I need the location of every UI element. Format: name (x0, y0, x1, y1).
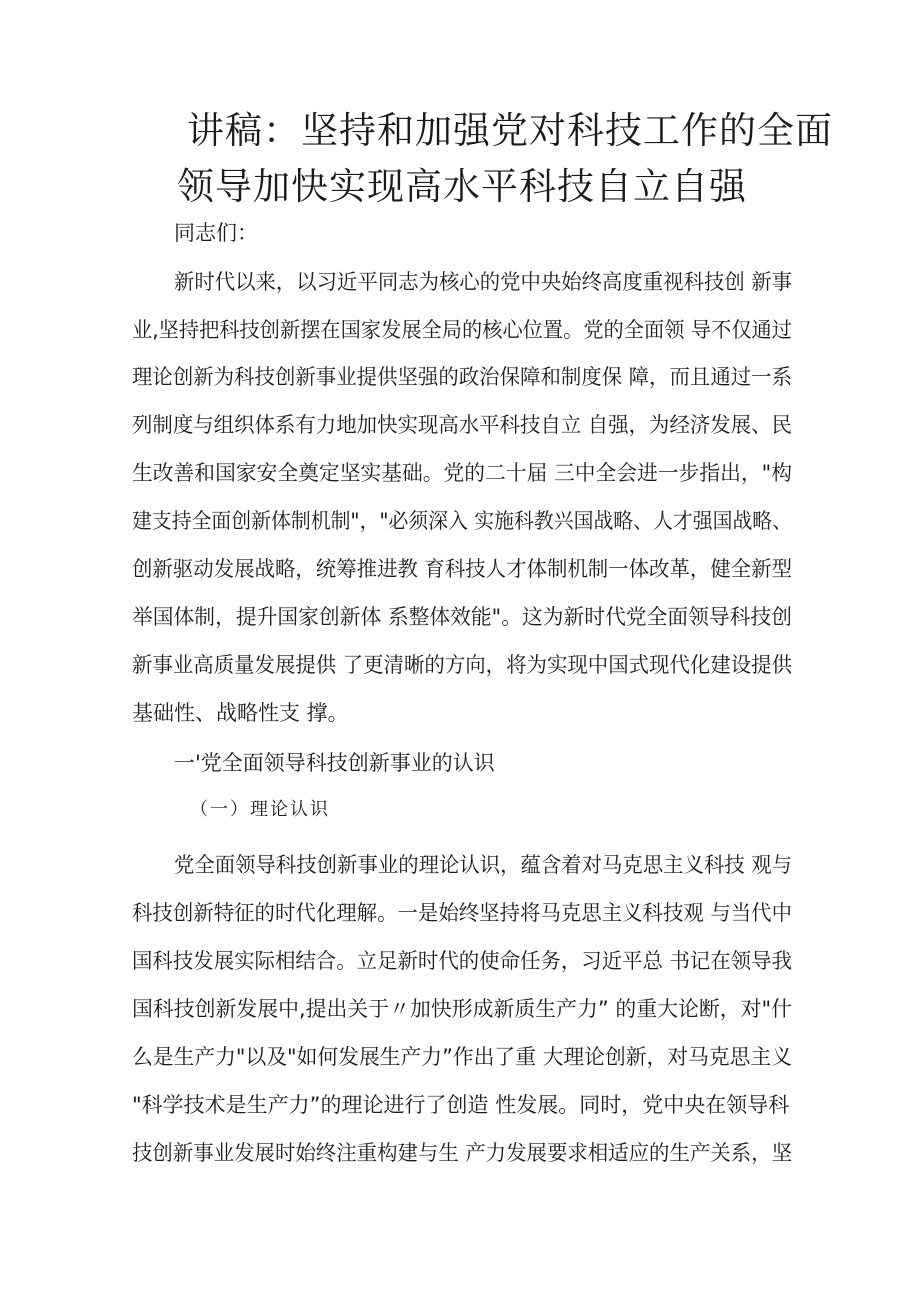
paragraph-2-line: 技创新事业发展时始终注重构建与生 产力发展要求相适应的生产关系，坚 (132, 1141, 793, 1165)
paragraph-1-line: 生改善和国家安全奠定坚实基础。党的二十届 三中全会进一步指出，"构 (132, 461, 793, 485)
paragraph-2-line: 科技创新特征的时代化理解。一是始终坚持将马克思主义科技观 与当代中 (132, 901, 793, 925)
paragraph-2-line: 国科技创新发展中,提出关于〃加快形成新质生产力” 的重大论断，对"什 (132, 997, 792, 1021)
paragraph-1-line: 举国体制，提升国家创新体 系整体效能"。这为新时代党全面领导科技创 (132, 605, 793, 629)
paragraph-1-line: 基础性、战略性支 撑。 (132, 701, 349, 725)
title-line-1: 讲稿：坚持和加强党对科技工作的全面 (187, 109, 833, 152)
paragraph-1-line: 新时代以来，以习近平同志为核心的党中央始终高度重视科技创 新事 (174, 270, 792, 294)
salutation: 同志们： (174, 221, 258, 245)
section-heading: 一'党全面领导科技创新事业的认识 (174, 751, 495, 775)
paragraph-1-line: 建支持全面创新体制机制"，"必须深入 实施科教兴国战略、人才强国战略、 (132, 509, 793, 533)
paragraph-2-line: 么是生产力"以及"如何发展生产力”作出了重 大理论创新，对马克思主义 (132, 1045, 793, 1069)
paragraph-2-line: 党全面领导科技创新事业的理论认识，蕴含着对马克思主义科技 观与 (174, 853, 792, 877)
paragraph-1-line: 业,坚持把科技创新摆在国家发展全局的核心位置。党的全面领 导不仅通过 (132, 318, 793, 342)
paragraph-2-line: "科学技术是生产力”的理论进行了创造 性发展。同时，党中央在领导科 (132, 1093, 790, 1117)
title-line-2: 领导加快实现高水平科技自立自强 (177, 165, 747, 208)
paragraph-1-line: 理论创新为科技创新事业提供坚强的政治保障和制度保 障，而且通过一系 (132, 365, 793, 389)
paragraph-1-line: 新事业高质量发展提供 了更清晰的方向，将为实现中国式现代化建设提供 (132, 653, 793, 677)
paragraph-2-line: 国科技发展实际相结合。立足新时代的使命任务，习近平总 书记在领导我 (132, 949, 793, 973)
paragraph-1-line: 列制度与组织体系有力地加快实现高水平科技自立 自强，为经济发展、民 (132, 413, 793, 437)
subsection-heading: （一）理论认识 (190, 799, 330, 820)
paragraph-1-line: 创新驱动发展战略，统筹推进教 育科技人才体制机制一体改革，健全新型 (132, 557, 793, 581)
